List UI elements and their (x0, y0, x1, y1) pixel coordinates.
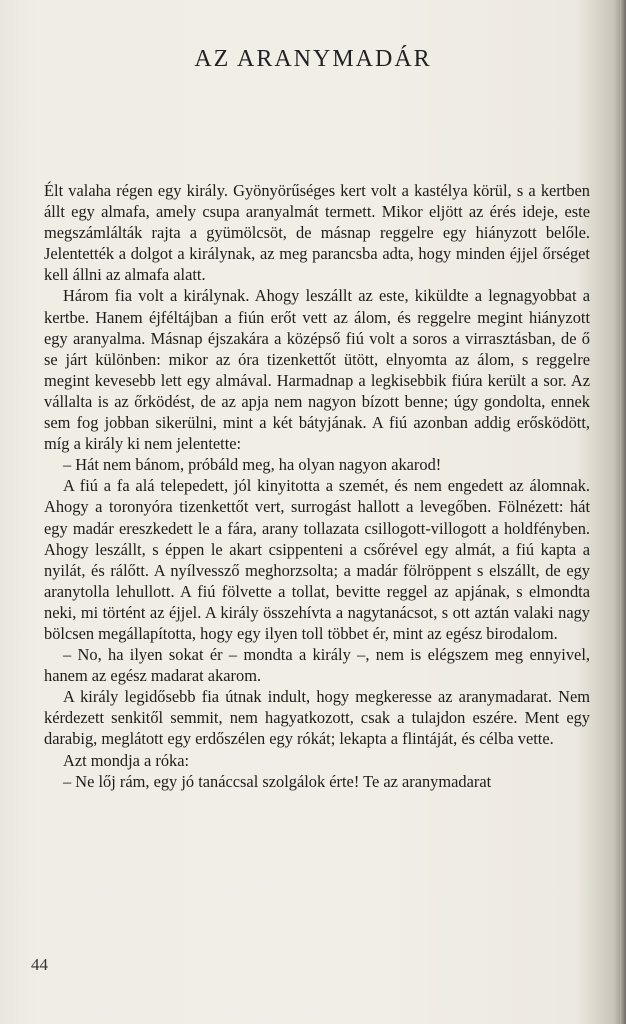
paragraph: Azt mondja a róka: (63, 750, 190, 770)
page-edge (620, 0, 626, 1024)
paragraph: – No, ha ilyen sokat ér – mondta a király –, nem is elégszem meg ennyivel, hanem az egész madarat akarom. (44, 645, 590, 686)
paragraph: – Hát nem bánom, próbáld meg, ha olyan nagyon akarod! (63, 455, 442, 475)
paragraph: A király legidősebb fia útnak indult, hogy megkeresse az aranymadarat. Nem kérdezett senkitől semmit, nem hagyatkozott, csak a tulajdon eszére. Ment egy darabig, meglátott egy erdőszélen egy rókát; lekapta a flintáját, és célba vette. (44, 687, 590, 749)
page-number: 44 (31, 955, 48, 974)
paragraph: Három fia volt a királynak. Ahogy leszállt az este, kiküldte a legnagyobbat a kertbe. Hanem éjféltájban a fiún erőt vett az álom, és reggelre megint hiányzott egy aranyalma. Másnap éjszakára a középső fiú volt a soros a virrasztásban, de ő se járt különben: mikor az óra tizenkettőt ütött, elnyomta az álom, s reggelre megint kevesebb lett egy almával. Harmadnap a legkisebbik fiúra került a sor. Az vállalta is az őrködést, de az apja nem nagyon bízott benne; úgy gondolta, ennek sem fog jobban sikerülni, mint a két bátyjának. A fiú azonban addig erősködött, míg a király ki nem jelentette: (44, 286, 590, 454)
paragraph: A fiú a fa alá telepedett, jól kinyitotta a szemét, és nem engedett az álomnak. Ahogy a toronyóra tizenkettőt vert, surrogást hallott a levegőben. Fölnézett: hát egy madár ereszkedett le a fára, arany tollazata csillogott-villogott a holdfényben. Ahogy leszállt, s éppen le akart csippenteni a csőrével egy almát, a fiú kapta a nyilát, és rálőtt. A nyílvessző meghorzsolta; a madár fölröppent s elszállt, de egy aranytolla lehullott. A fiú fölvette a tollat, bevitte reggel az apjának, s elmondta neki, mi történt az éjjel. A király összehívta a nagytanácsot, s ott aztán valaki nagy bölcsen megállapította, hogy egy ilyen toll többet ér, mint az egész birodalom. (44, 476, 590, 643)
body-text (44, 180, 590, 792)
chapter-title: AZ ARANYMADÁR (194, 46, 432, 72)
paragraph: – Ne lőj rám, egy jó tanáccsal szolgálok érte! Te az aranymadarat (63, 771, 492, 791)
paragraph: Élt valaha régen egy király. Gyönyörűséges kert volt a kastélya körül, s a kertben állt egy almafa, amely csupa aranyalmát termett. Mikor eljött az érés ideje, este megszámlálták rajta a gyümölcsöt, de másnap reggelre egy hiányzott belőle. Jelentették a dolgot a királynak, az meg parancsba adta, hogy minden éjjel őrséget kell állni az almafa alatt. (44, 181, 590, 285)
